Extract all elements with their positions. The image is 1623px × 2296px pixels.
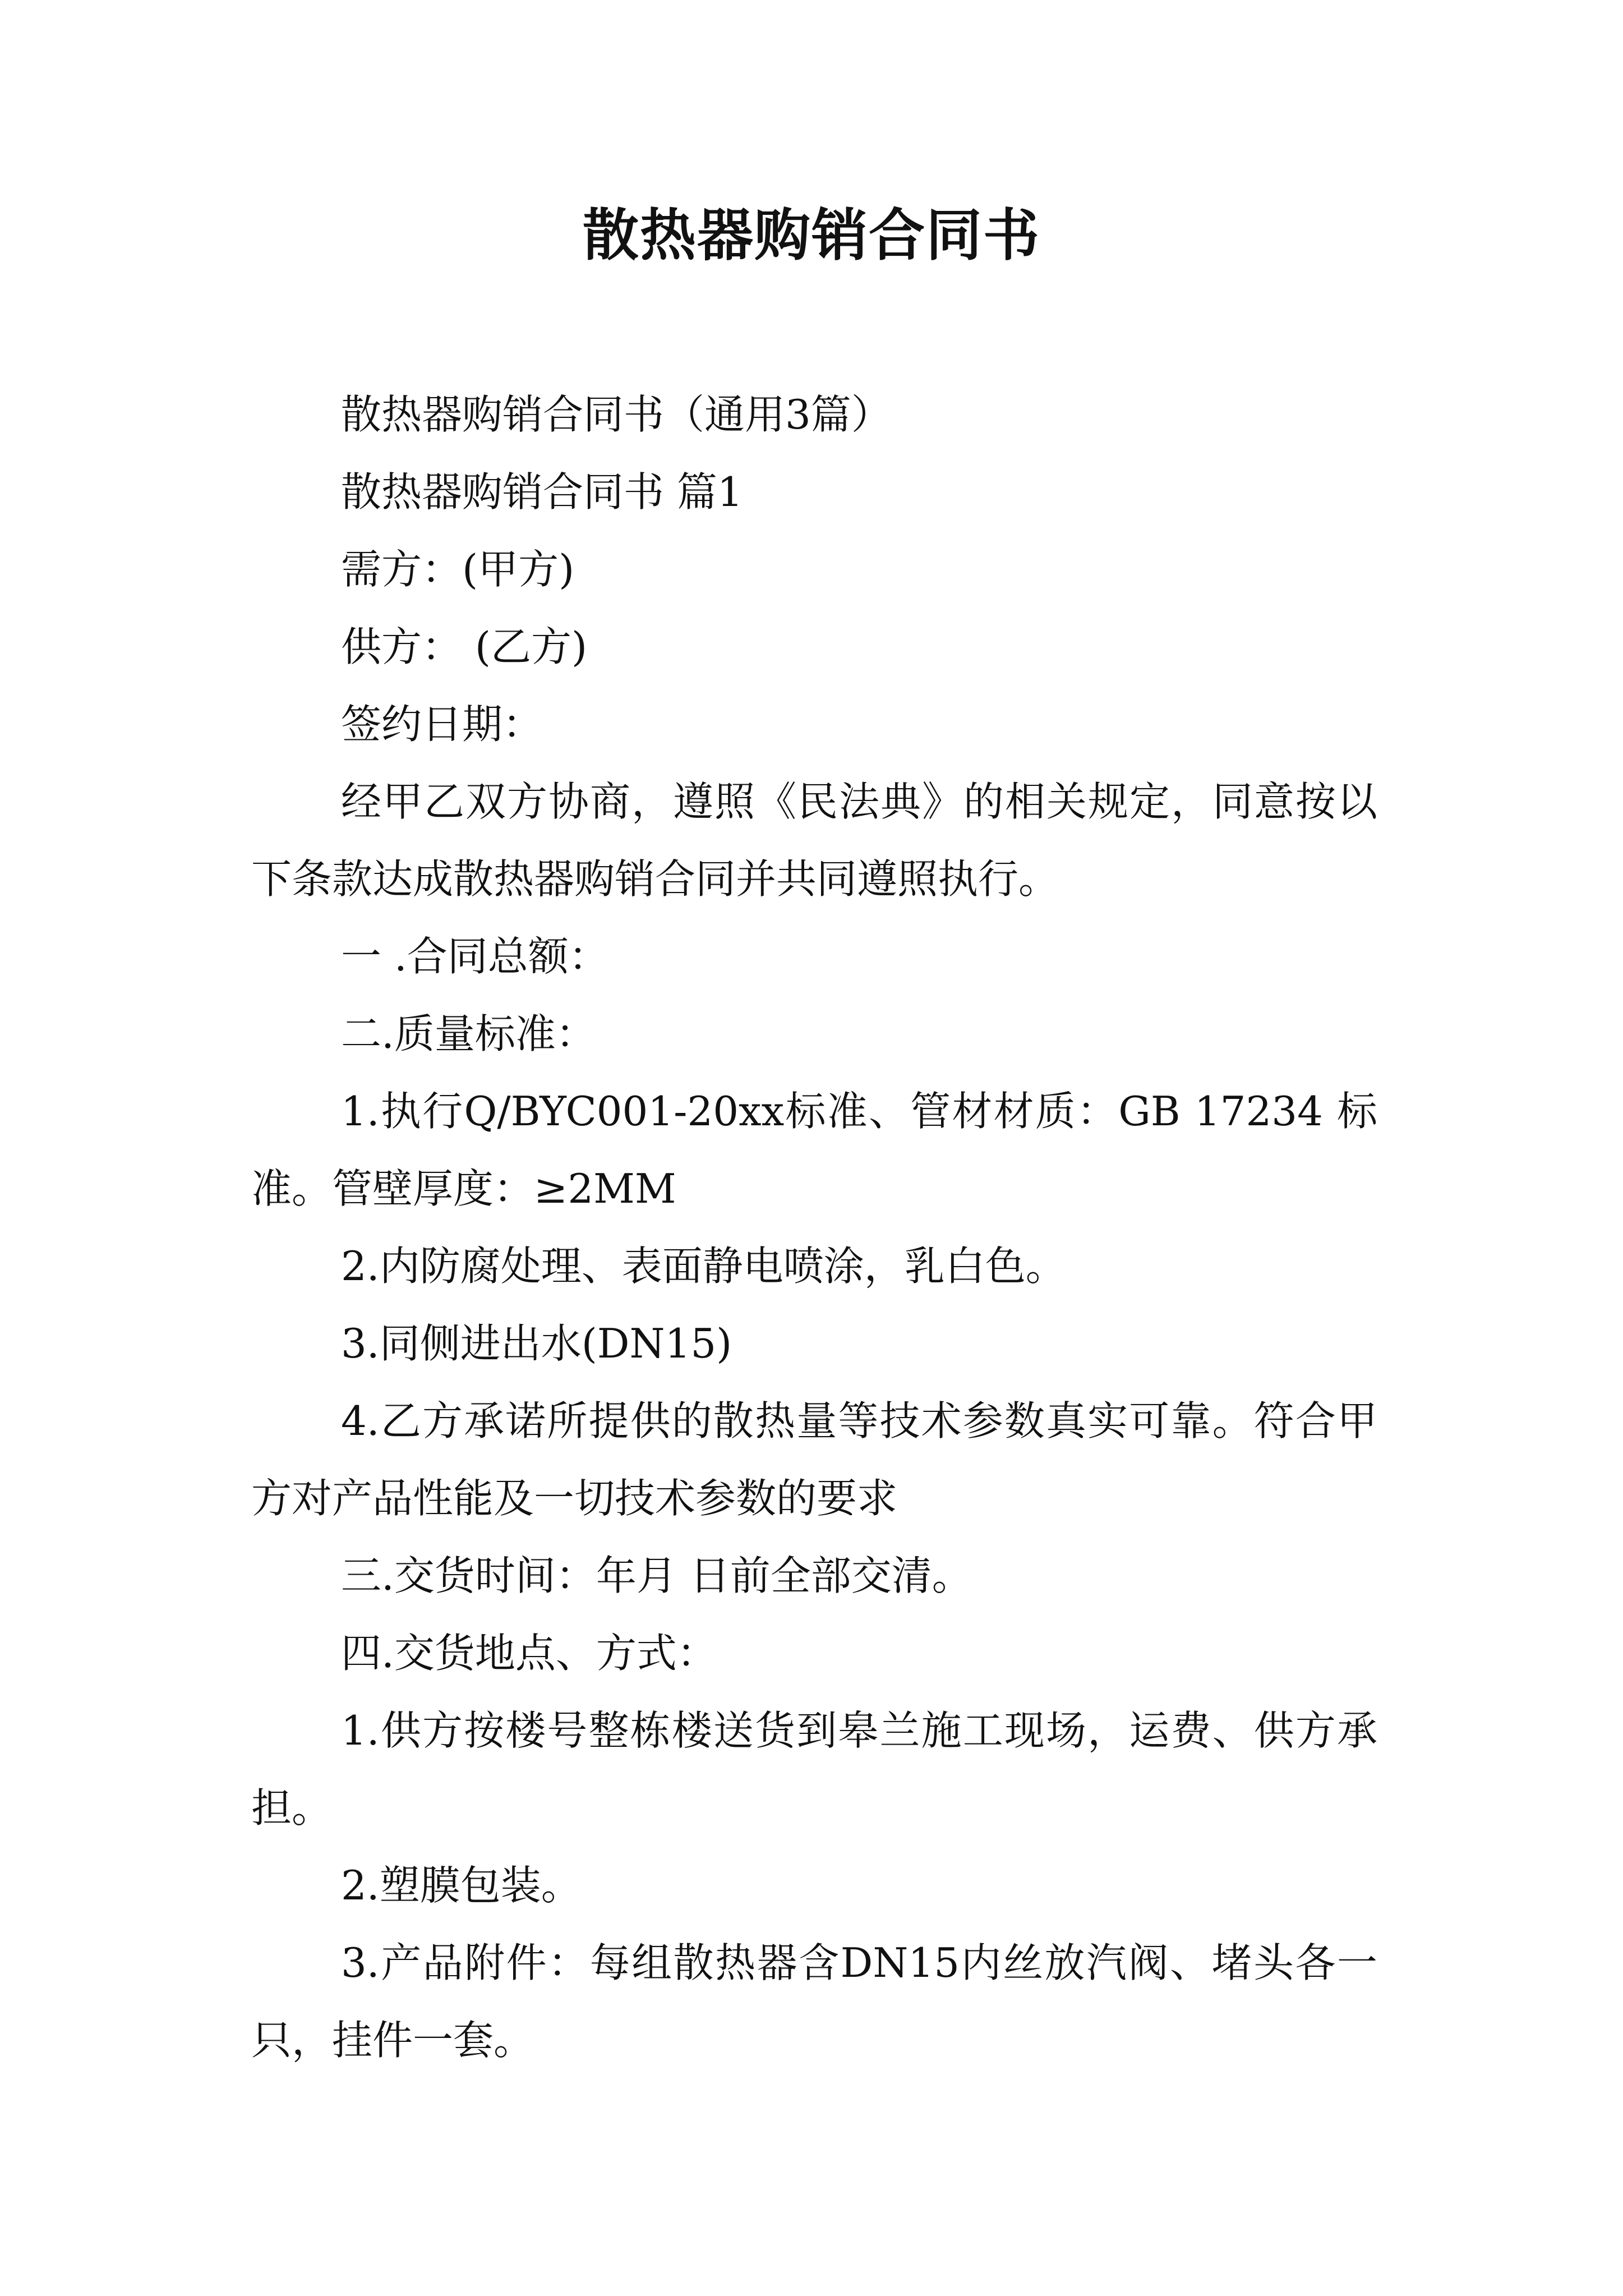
document-body (251, 376, 1377, 2079)
paragraph-clause-2-item-3: 3.同侧进出水(DN15) (341, 1320, 732, 1367)
paragraph-clause-4: 四.交货地点、方式： (341, 1630, 717, 1677)
paragraph-clause-2-item-2: 2.内防腐处理、表面静电喷涂，乳白色。 (341, 1243, 1066, 1290)
paragraph-clause-1: 一 .合同总额： (341, 933, 609, 980)
paragraph-sign-date: 签约日期： (341, 701, 543, 748)
paragraph-clause-2-item-4: 4.乙方承诺所提供的散热量等技术参数真实可靠。符合甲方对产品性能及一切技术参数的要求 (251, 1397, 1377, 1522)
paragraph-clause-3: 三.交货时间：年月 日前全部交清。 (341, 1552, 972, 1599)
paragraph-clause-2-item-1: 1.执行Q/BYC001-20xx标准、管材材质：GB 17234 标准。管壁厚度：≥2MM (251, 1088, 1377, 1212)
paragraph-clause-2: 二.质量标准： (341, 1010, 596, 1057)
paragraph-supplier: 供方： (乙方) (341, 623, 588, 670)
paragraph-clause-4-item-1: 1.供方按楼号整栋楼送货到皋兰施工现场，运费、供方承担。 (251, 1707, 1377, 1832)
paragraph-clause-4-item-2: 2.塑膜包装。 (341, 1862, 582, 1909)
paragraph-buyer: 需方：(甲方) (341, 546, 575, 593)
paragraph-section-heading: 散热器购销合同书 篇1 (341, 468, 743, 516)
paragraph-subtitle: 散热器购销合同书（通用3篇） (341, 391, 892, 438)
paragraph-preamble: 经甲乙双方协商，遵照《民法典》的相关规定，同意按以下条款达成散热器购销合同并共同遵照执行。 (251, 778, 1377, 903)
document-title: 散热器购销合同书 (583, 203, 1040, 268)
paragraph-clause-4-item-3: 3.产品附件：每组散热器含DN15内丝放汽阀、堵头各一只，挂件一套。 (251, 1939, 1377, 2064)
